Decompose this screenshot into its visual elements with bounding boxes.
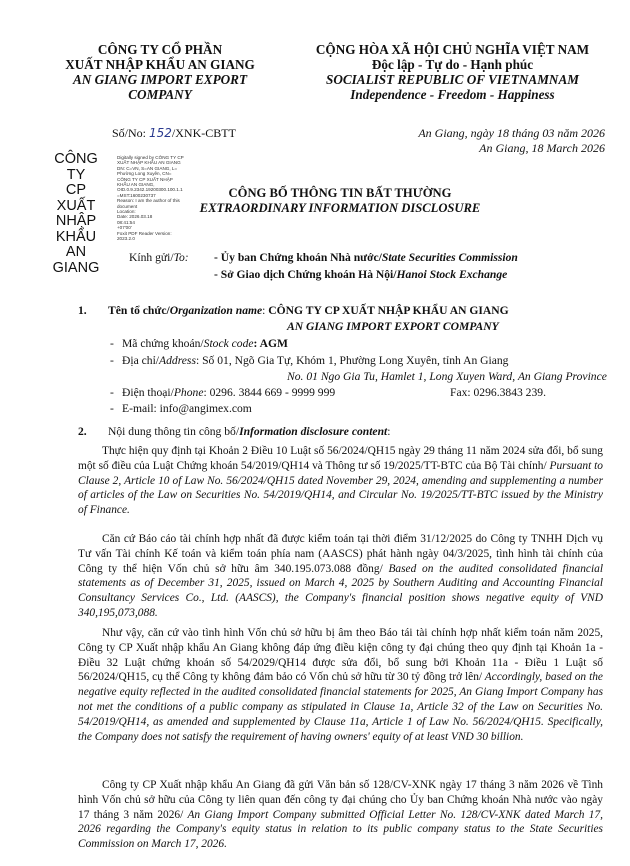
- paragraph-3-vi: Như vậy, căn cứ vào tình hình Vốn chủ sở hữu bị âm theo Báo tái tài chính hợp nhất kiểm toán năm 2025, Công ty CP Xuất nhập khẩu An Giang không đáp ứng điều kiện công ty đại chúng theo quy định tại Khoản 1a - Điều 32 Luật chứng khoán số 54/2029/QH14 được sửa đổi, bổ sung bởi Khoản 11a - Điều 1 Luật số 56/2024/QH15, cụ thể Công ty không đảm bảo có Vốn chủ sở hữu từ 30 tỷ đồng trở lên/: [78, 627, 603, 684]
- disclosure-label-en: Information disclosure content: [239, 425, 388, 438]
- phone-label-vi: Điện thoại/: [122, 386, 174, 399]
- paragraph-4-vi: Công ty CP Xuất nhập khẩu An Giang đã gửi Văn bản số 128/CV-XNK ngày 17 tháng 3 năm 2026 về Tình hình Vốn chủ sở hữu của Công ty liên quan đến công ty đại chúng cho Ủy ban Chứng khoán Nhà nước vào ngày 17 tháng 3 năm 2026/: [78, 779, 603, 821]
- sig-big-line: CÔNG TY: [54, 151, 98, 183]
- phone-value: : 0296. 3844 669 - 9999 999: [203, 386, 336, 399]
- paragraph-1: [78, 444, 603, 518]
- recipients-label: [129, 251, 189, 265]
- signature-big-name: [46, 152, 106, 276]
- paragraph-4: [78, 778, 603, 852]
- sig-detail-line: CÔNG TY CP XUẤT NHẬP: [117, 176, 173, 182]
- email-row: - E-mail: info@angimex.com: [110, 402, 252, 415]
- republic-motto: Độc lập - Tự do - Hạnh phúc: [371, 57, 534, 72]
- address-row: - Địa chỉ/Address: Số 01, Ngõ Gia Tự, Khóm 1, Phường Long Xuyên, tỉnh An Giang: [110, 354, 509, 367]
- sig-big-line: GIANG: [52, 259, 100, 276]
- address-label-en: Address: [159, 354, 196, 367]
- fax-value: Fax: 0296.3843 239.: [450, 386, 546, 399]
- sig-detail-line: DN: C=VN, S=AN GIANG, L=: [117, 165, 178, 171]
- paragraph-2-en: Based on the audited consolidated financial statements as of December 31, 2025, issued on March 4, 2025 by Southern Auditing and Accounting Financial Consultancy Services Co., Ltd. (AASCS), the Company's financial position shows negative equity of VND 340,195,073,088.: [78, 562, 603, 619]
- address-label-vi: Địa chỉ/: [122, 354, 160, 367]
- sig-detail-line: document: [117, 203, 138, 209]
- document-title: [150, 186, 530, 216]
- paragraph-3: [78, 626, 603, 744]
- sig-detail-line: Reason: I am the author of this: [117, 198, 180, 204]
- republic-motto-en: Independence - Freedom - Happiness: [350, 87, 555, 102]
- stock-code-value: : AGM: [253, 337, 288, 350]
- disclosure-label-vi: Nội dung thông tin công bố/: [108, 425, 240, 438]
- org-name-label-vi: Tên tổ chức/: [108, 304, 170, 317]
- doc-date: [330, 126, 605, 155]
- sig-detail-line: XUẤT NHẬP KHẨU AN GIANG: [117, 160, 181, 166]
- sig-detail-line: =MST:1600230737: [117, 192, 156, 198]
- stock-code-label-en: Stock code: [203, 337, 254, 350]
- stock-code-row: - Mã chứng khoán/Stock code: AGM: [110, 337, 288, 350]
- recipient-1-vi: - Ủy ban Chứng khoán Nhà nước/: [214, 251, 382, 264]
- section-1-number: 1.: [78, 304, 87, 317]
- recipient-1-en: State Securities Commission: [381, 251, 518, 264]
- sig-big-line: CP XUẤT: [56, 182, 96, 214]
- sig-detail-line: Phường Long Xuyên, CN=: [117, 171, 172, 177]
- doc-number: [112, 126, 236, 140]
- doc-date-vi: An Giang, ngày 18 tháng 03 năm 2026: [418, 126, 605, 140]
- sig-big-line: KHẨU AN: [55, 228, 97, 260]
- sig-detail-line: Digitally signed by CÔNG TY CP: [117, 155, 184, 160]
- paragraph-1-en: Pursuant to Clause 2, Article 10 of Law No. 56/2024/QH15 dated November 29, 2024, amending and supplementing a number of articles of the Law on Securities No. 54/2019/QH14, and Circular No. 19/2025/TT-BTC issued by the Ministry of Finance.: [78, 459, 604, 517]
- doc-date-en: An Giang, 18 March 2026: [479, 140, 605, 155]
- republic-header: [290, 42, 615, 102]
- sig-big-line: NHẬP: [55, 213, 97, 229]
- address-vi: : Số 01, Ngõ Gia Tự, Khóm 1, Phường Long Xuyên, tỉnh An Giang: [195, 354, 509, 367]
- company-line-3: AN GIANG IMPORT EXPORT: [72, 72, 248, 87]
- title-vi: CÔNG BỐ THÔNG TIN BẤT THƯỜNG: [228, 186, 452, 200]
- sig-detail-line: KHẨU AN GIANG,: [117, 182, 155, 188]
- title-en: EXTRAORDINARY INFORMATION DISCLOSURE: [199, 201, 481, 215]
- recipients-label-en: To:: [173, 251, 189, 264]
- recipient-2-en: Hanoi Stock Exchange: [396, 268, 508, 281]
- recipient-2-vi: - Sở Giao dịch Chứng khoán Hà Nội/: [214, 268, 397, 281]
- doc-number-prefix: Số/No:: [112, 126, 147, 140]
- doc-number-suffix: /XNK-CBTT: [171, 126, 236, 140]
- org-name-label-en: Organization name: [169, 304, 263, 317]
- republic-line-1: CỘNG HÒA XÃ HỘI CHỦ NGHĨA VIỆT NAM: [315, 42, 590, 57]
- sig-detail-line: Foxit PDF Reader Version:: [117, 230, 172, 236]
- company-line-4: COMPANY: [128, 87, 192, 102]
- recipients-label-vi: Kính gửi/: [129, 251, 174, 264]
- section-2-number: 2.: [78, 425, 87, 438]
- org-name-en: AN GIANG IMPORT EXPORT COMPANY: [287, 320, 499, 333]
- paragraph-2-vi: Căn cứ Báo cáo tài chính hợp nhất đã được kiểm toán tại thời điểm 31/12/2025 do Công ty TNHH Dịch vụ Tư vấn Tài chính Kế toán và kiểm toán phía nam (AASCS) phát hành ngày 04/3/2025, tình hình tài chính của Công ty thể hiện Vốn chủ sở hữu âm 340.195.073.088 đồng/: [78, 533, 603, 575]
- republic-line-3: SOCIALIST REPUBLIC OF VIETNAMNAM: [326, 72, 579, 87]
- email-value[interactable]: E-mail: info@angimex.com: [122, 402, 252, 415]
- doc-number-handwritten: 152: [149, 126, 172, 140]
- sig-detail-line: Location:: [117, 209, 136, 215]
- address-en: No. 01 Ngo Gia Tu, Hamlet 1, Long Xuyen Ward, An Giang Province: [287, 370, 607, 383]
- paragraph-2: [78, 532, 603, 621]
- section-1-heading: [108, 304, 509, 318]
- paragraph-1-vi: Thực hiện quy định tại Khoản 2 Điều 10 Luật số 56/2024/QH15 ngày 29 tháng 11 năm 2024 sửa đổi, bổ sung một số điều của Luật Chứng khoán 54/2019/QH14 và Thông tư số 19/2025/TT-BTC của Bộ Tài chính/: [78, 445, 603, 472]
- section-2-heading: [108, 425, 390, 439]
- phone-row: - Điện thoại/Phone: 0296. 3844 669 - 9999 999: [110, 386, 336, 399]
- sig-detail-line: 2023.2.0: [117, 236, 135, 242]
- paragraph-3-en: Accordingly, based on the negative equity reflected in the audited consolidated financial statements for 2025, An Giang Import Company has not met the conditions of a public company as stipulated in Clause 1a, Article 32 of the Law on Securities No. 54/2019/QH14, as amended and supplemented by Clause 11a, Article 1 of Law No. 56/2024/QH15. Specifically, the Company does not satisfy the requirement of having owners' equity of at least VND 30 billion.: [78, 671, 603, 743]
- org-name-colon: :: [262, 304, 269, 317]
- company-header: [40, 42, 280, 102]
- recipient-2: [214, 268, 507, 282]
- recipient-1: [214, 251, 518, 265]
- company-line-1: CÔNG TY CỔ PHẦN: [97, 42, 223, 57]
- phone-label-en: Phone: [173, 386, 204, 399]
- org-name-vi: CÔNG TY CP XUẤT NHẬP KHẨU AN GIANG: [268, 304, 509, 317]
- stock-code-label-vi: Mã chứng khoán/: [122, 337, 204, 350]
- company-line-2: XUẤT NHẬP KHẨU AN GIANG: [65, 57, 255, 72]
- disclosure-colon: :: [387, 425, 391, 438]
- sig-detail-line: OID.0.9.2342.19200300.100.1.1: [117, 187, 183, 193]
- paragraph-4-en: An Giang Import Company submitted Official Letter No. 128/CV-XNK dated March 17, 2026 regarding the Company's equity status in relation to its public company status to the State Securities Commission on March 17, 2026.: [78, 808, 604, 851]
- sig-detail-line: 08:41:54: [117, 219, 135, 225]
- sig-detail-line: +07'00': [117, 225, 132, 231]
- sig-detail-line: Date: 2026.03.18: [117, 214, 153, 220]
